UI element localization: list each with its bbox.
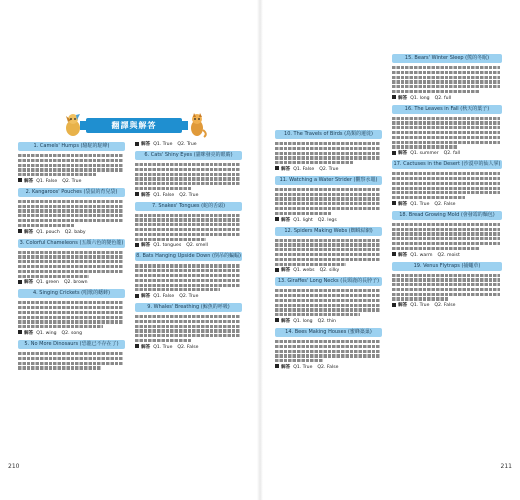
answer-label: 解答 xyxy=(398,95,408,101)
translation-text xyxy=(18,301,125,328)
text-line xyxy=(392,196,465,199)
text-line xyxy=(135,177,240,180)
text-line xyxy=(275,299,380,302)
entry-title: 14. Bees Making Houses (蜜蜂築巢) xyxy=(275,328,382,337)
answer-line xyxy=(275,166,382,173)
answer-value: Q1. False xyxy=(293,166,315,172)
answer-marker-icon xyxy=(392,303,396,307)
entry-title: 18. Bread Growing Mold (會發霉的麵包) xyxy=(392,211,502,220)
answer-value: Q2. smell xyxy=(186,243,208,249)
answer-value: Q2. thin xyxy=(317,318,336,324)
answer-marker-icon xyxy=(392,151,396,155)
answer-value: Q2. song xyxy=(61,330,83,336)
translation-text xyxy=(135,315,242,342)
answer-marker-icon xyxy=(275,268,279,272)
answer-value: Q2. False xyxy=(434,303,456,309)
answer-value: Q1. long xyxy=(410,95,430,101)
text-line xyxy=(275,253,380,256)
text-line xyxy=(275,308,380,311)
translation-text xyxy=(275,142,382,164)
translation-text xyxy=(135,214,242,241)
translation-text xyxy=(392,117,502,149)
text-line xyxy=(392,247,479,250)
answer-line xyxy=(392,95,502,102)
answer-label: 解答 xyxy=(281,268,291,274)
text-line xyxy=(135,339,191,342)
answer-value: Q2. False xyxy=(434,201,456,207)
text-line xyxy=(275,248,380,251)
right-column-1 xyxy=(275,128,382,374)
answer-entry xyxy=(18,142,125,185)
translation-text xyxy=(18,352,125,370)
text-line xyxy=(275,359,323,362)
text-line xyxy=(275,207,380,210)
answer-entry xyxy=(18,239,125,287)
answer-entry xyxy=(392,211,502,259)
translation-text xyxy=(392,223,502,250)
answer-value: Q1. False xyxy=(153,192,175,198)
text-line xyxy=(135,163,240,166)
answer-value: Q1. True xyxy=(293,364,313,370)
entry-title: 6. Cats' Shiny Eyes (貓咪發亮的眼睛) xyxy=(135,151,242,160)
answer-entry xyxy=(275,277,382,325)
answer-line xyxy=(275,267,382,274)
translation-text xyxy=(392,274,502,301)
text-line xyxy=(392,71,500,74)
answer-marker-icon xyxy=(135,192,139,196)
entry-title: 15. Bears' Winter Sleep (熊的冬眠) xyxy=(392,54,502,63)
text-line xyxy=(18,168,123,171)
answer-line xyxy=(18,178,125,185)
text-line xyxy=(18,270,123,273)
text-line xyxy=(18,219,123,222)
text-line xyxy=(18,251,123,254)
answer-line xyxy=(18,330,125,337)
text-line xyxy=(275,161,353,164)
text-line xyxy=(392,283,500,286)
answer-label: 解答 xyxy=(24,330,34,336)
answer-value: Q2. False xyxy=(177,344,199,350)
text-line xyxy=(392,293,500,296)
answer-value: Q1. wing xyxy=(36,330,57,336)
text-line xyxy=(275,193,380,196)
text-line xyxy=(392,141,500,144)
text-line xyxy=(275,313,360,316)
answer-marker-icon xyxy=(392,252,396,256)
translation-text xyxy=(18,251,125,278)
text-line xyxy=(135,173,240,176)
text-line xyxy=(135,187,192,190)
text-line xyxy=(275,340,380,343)
answer-value: Q2. legs xyxy=(317,217,337,223)
answer-line xyxy=(392,150,502,157)
text-line xyxy=(18,357,123,360)
entry-title: 7. Snakes' Tongues (蛇的舌頭) xyxy=(135,202,242,211)
answer-marker-icon xyxy=(135,243,139,247)
text-line xyxy=(392,237,500,240)
text-line xyxy=(275,243,380,246)
page-number-left: 210 xyxy=(8,463,20,470)
text-line xyxy=(18,154,123,157)
text-line xyxy=(275,345,380,348)
answer-label: 解答 xyxy=(281,364,291,370)
text-line xyxy=(18,200,123,203)
translation-text xyxy=(18,200,125,227)
text-line xyxy=(392,242,500,245)
answer-value: Q1. pouch xyxy=(36,229,60,235)
answer-label: 解答 xyxy=(398,303,408,309)
text-line xyxy=(275,239,380,242)
answer-marker-icon xyxy=(275,318,279,322)
entry-title: 5. No More Dinosaurs (恐龍已不存在了) xyxy=(18,340,125,349)
text-line xyxy=(392,274,500,277)
text-line xyxy=(18,214,123,217)
translation-text xyxy=(392,66,502,93)
answer-value: Q2. True xyxy=(62,178,82,184)
page-number-right: 211 xyxy=(500,463,512,470)
text-line xyxy=(18,205,123,208)
text-line xyxy=(18,306,123,309)
answer-entry xyxy=(275,130,382,173)
text-line xyxy=(18,209,123,212)
answer-label: 解答 xyxy=(141,243,151,249)
answer-line xyxy=(275,217,382,224)
answer-value: Q2. False xyxy=(317,364,339,370)
text-line xyxy=(275,289,380,292)
text-line xyxy=(275,350,380,353)
text-line xyxy=(18,260,123,263)
answer-entry xyxy=(392,54,502,102)
answer-entry xyxy=(275,328,382,371)
text-line xyxy=(392,172,500,175)
text-line xyxy=(275,156,380,159)
text-line xyxy=(135,269,240,272)
answer-marker-icon xyxy=(18,280,22,284)
answer-value: Q2. silky xyxy=(319,268,340,274)
answer-value: Q1. False xyxy=(153,294,175,300)
answer-label: 解答 xyxy=(24,178,34,184)
entry-title: 17. Cactuses in the Desert (沙漠中的仙人掌) xyxy=(393,161,501,168)
entry-title: 10. The Travels of Birds (鳥類的遷徙) xyxy=(275,130,382,139)
answer-label: 解答 xyxy=(24,280,34,286)
answer-label: 解答 xyxy=(141,142,151,147)
answer-marker-icon xyxy=(135,294,139,298)
answer-marker-icon xyxy=(275,217,279,221)
text-line xyxy=(135,168,240,171)
answer-value: Q1. green xyxy=(36,280,59,286)
answer-label: 解答 xyxy=(281,166,291,172)
answer-entry xyxy=(135,202,242,250)
answer-line xyxy=(275,364,382,371)
text-line xyxy=(18,159,123,162)
answer-value: Q1. False xyxy=(36,178,58,184)
answer-value: Q1. True xyxy=(410,201,430,207)
answer-value: Q2. moist xyxy=(437,252,460,258)
answer-marker-icon xyxy=(135,142,139,146)
answer-line xyxy=(18,279,125,286)
answer-label: 解答 xyxy=(398,201,408,207)
answer-entry xyxy=(275,227,382,275)
text-line xyxy=(275,152,380,155)
answer-entry xyxy=(18,188,125,236)
answer-value: Q1. True xyxy=(153,344,173,350)
answer-line xyxy=(135,293,242,300)
translation-text xyxy=(275,188,382,215)
answer-line xyxy=(135,344,242,351)
text-line xyxy=(275,294,380,297)
text-line xyxy=(18,362,123,365)
text-line xyxy=(18,224,75,227)
text-line xyxy=(135,218,240,221)
answer-value: Q2. True xyxy=(319,166,339,172)
text-line xyxy=(275,304,380,307)
text-line xyxy=(275,212,332,215)
answer-line xyxy=(275,318,382,325)
answer-line xyxy=(392,252,502,259)
text-line xyxy=(135,264,240,267)
mascot-right-icon xyxy=(186,112,208,138)
text-line xyxy=(392,191,500,194)
section-banner xyxy=(62,112,207,138)
left-column-2 xyxy=(135,140,242,354)
answer-value: Q1. tongues xyxy=(153,243,182,249)
text-line xyxy=(135,214,240,217)
answer-value: Q1. True xyxy=(153,142,173,147)
text-line xyxy=(135,238,206,241)
answer-label: 解答 xyxy=(141,192,151,198)
answer-value: Q2. True xyxy=(177,142,197,147)
answer-label: 解答 xyxy=(398,151,408,157)
answer-line xyxy=(135,242,242,249)
text-line xyxy=(392,187,500,190)
answer-label: 解答 xyxy=(281,318,291,324)
text-line xyxy=(135,233,240,236)
text-line xyxy=(392,182,500,185)
text-line xyxy=(275,197,380,200)
left-column-1 xyxy=(18,140,125,373)
text-line xyxy=(392,228,500,231)
text-line xyxy=(135,334,240,337)
answer-marker-icon xyxy=(392,95,396,99)
answer-marker-icon xyxy=(392,201,396,205)
text-line xyxy=(392,145,458,148)
answer-label: 解答 xyxy=(141,344,151,350)
text-line xyxy=(135,228,240,231)
answer-value: Q1. webs xyxy=(293,268,315,274)
translation-text xyxy=(135,163,242,190)
text-line xyxy=(275,188,380,191)
text-line xyxy=(392,297,449,300)
text-line xyxy=(392,288,500,291)
text-line xyxy=(392,278,500,281)
answer-marker-icon xyxy=(18,229,22,233)
answer-marker-icon xyxy=(18,330,22,334)
text-line xyxy=(275,263,346,266)
text-line xyxy=(18,164,123,167)
answer-marker-icon xyxy=(18,178,22,182)
text-line xyxy=(135,329,240,332)
entry-title: 19. Venus Flytraps (捕蠅草) xyxy=(392,262,502,271)
text-line xyxy=(275,354,380,357)
entry-title: 3. Colorful Chameleons (五顏六色的變色龍) xyxy=(19,239,124,246)
text-line xyxy=(392,126,500,129)
text-line xyxy=(275,258,380,261)
entry-title: 12. Spiders Making Webs (蜘蛛結網) xyxy=(275,227,382,236)
answer-line xyxy=(18,229,125,236)
text-line xyxy=(18,316,123,319)
text-line xyxy=(392,85,500,88)
answer-value: Q2. True xyxy=(179,294,199,300)
text-line xyxy=(392,177,500,180)
answer-entry xyxy=(18,340,125,370)
translation-text xyxy=(275,340,382,362)
text-line xyxy=(135,279,240,282)
text-line xyxy=(18,311,123,314)
translation-text xyxy=(135,264,242,291)
text-line xyxy=(392,232,500,235)
answer-entry xyxy=(392,262,502,310)
answer-label: 解答 xyxy=(398,252,408,258)
answer-label: 解答 xyxy=(281,217,291,223)
entry-title: 16. The Leaves in Fall (秋天的葉子) xyxy=(392,105,502,114)
answer-label: 解答 xyxy=(141,294,151,300)
answer-value: Q2. fall xyxy=(443,151,461,157)
answer-entry xyxy=(275,176,382,224)
answer-value: Q2. True xyxy=(179,192,199,198)
answer-line xyxy=(392,302,502,309)
text-line xyxy=(275,142,380,145)
entry-title: 4. Singing Crickets (唱歌的蟋蟀) xyxy=(18,289,125,298)
text-line xyxy=(135,288,220,291)
text-line xyxy=(275,147,380,150)
answer-line xyxy=(135,192,242,199)
answer-entry xyxy=(135,141,242,148)
text-line xyxy=(392,76,500,79)
translation-text xyxy=(18,154,125,176)
entry-title: 13. Giraffes' Long Necks (長頸鹿的長脖子) xyxy=(275,277,382,286)
entry-title: 8. Bats Hanging Upside Down (倒吊的蝙蝠) xyxy=(136,253,241,260)
text-line xyxy=(18,320,123,323)
translation-text xyxy=(275,239,382,266)
text-line xyxy=(135,182,240,185)
answer-entry xyxy=(392,160,502,208)
answer-value: Q2. baby xyxy=(64,229,86,235)
answer-entry xyxy=(135,151,242,199)
text-line xyxy=(135,315,240,318)
answer-entry xyxy=(135,303,242,351)
entry-title: 1. Camels' Humps (駱駝的駝峰) xyxy=(18,142,125,151)
text-line xyxy=(135,284,240,287)
text-line xyxy=(392,131,500,134)
entry-title: 11. Watching a Water Strider (觀察水黽) xyxy=(275,176,382,185)
text-line xyxy=(135,325,240,328)
translation-text xyxy=(275,289,382,316)
answer-marker-icon xyxy=(275,364,279,368)
text-line xyxy=(392,117,500,120)
text-line xyxy=(18,275,89,278)
entry-title: 9. Whales' Breathing (鯨魚的呼吸) xyxy=(135,303,242,312)
text-line xyxy=(392,90,480,93)
answer-value: Q1. summer xyxy=(410,151,439,157)
text-line xyxy=(135,223,240,226)
text-line xyxy=(392,121,500,124)
text-line xyxy=(275,202,380,205)
answer-line xyxy=(135,141,242,148)
answer-value: Q2. full xyxy=(434,95,452,101)
text-line xyxy=(18,366,101,369)
answer-entry xyxy=(18,289,125,337)
answer-entry xyxy=(135,252,242,300)
text-line xyxy=(135,274,240,277)
answer-value: Q1. True xyxy=(410,303,430,309)
answer-entry xyxy=(392,105,502,157)
text-line xyxy=(18,255,123,258)
text-line xyxy=(392,66,500,69)
text-line xyxy=(392,136,500,139)
answer-line xyxy=(392,201,502,208)
translation-text xyxy=(392,172,502,199)
text-line xyxy=(392,223,500,226)
text-line xyxy=(135,320,240,323)
text-line xyxy=(18,173,96,176)
text-line xyxy=(18,352,123,355)
answer-marker-icon xyxy=(275,166,279,170)
answer-label: 解答 xyxy=(24,229,34,235)
answer-value: Q1. light xyxy=(293,217,313,223)
entry-title: 2. Kangaroos' Pouches (袋鼠的育兒袋) xyxy=(18,188,125,197)
banner-title: 翻譯與解答 xyxy=(86,118,182,133)
text-line xyxy=(18,325,103,328)
answer-value: Q2. brown xyxy=(63,280,88,286)
answer-value: Q1. warm xyxy=(410,252,433,258)
text-line xyxy=(18,301,123,304)
answer-marker-icon xyxy=(135,344,139,348)
answer-value: Q1. long xyxy=(293,318,313,324)
text-line xyxy=(392,80,500,83)
book-gutter xyxy=(257,0,263,500)
text-line xyxy=(18,265,123,268)
right-column-2 xyxy=(392,52,502,312)
